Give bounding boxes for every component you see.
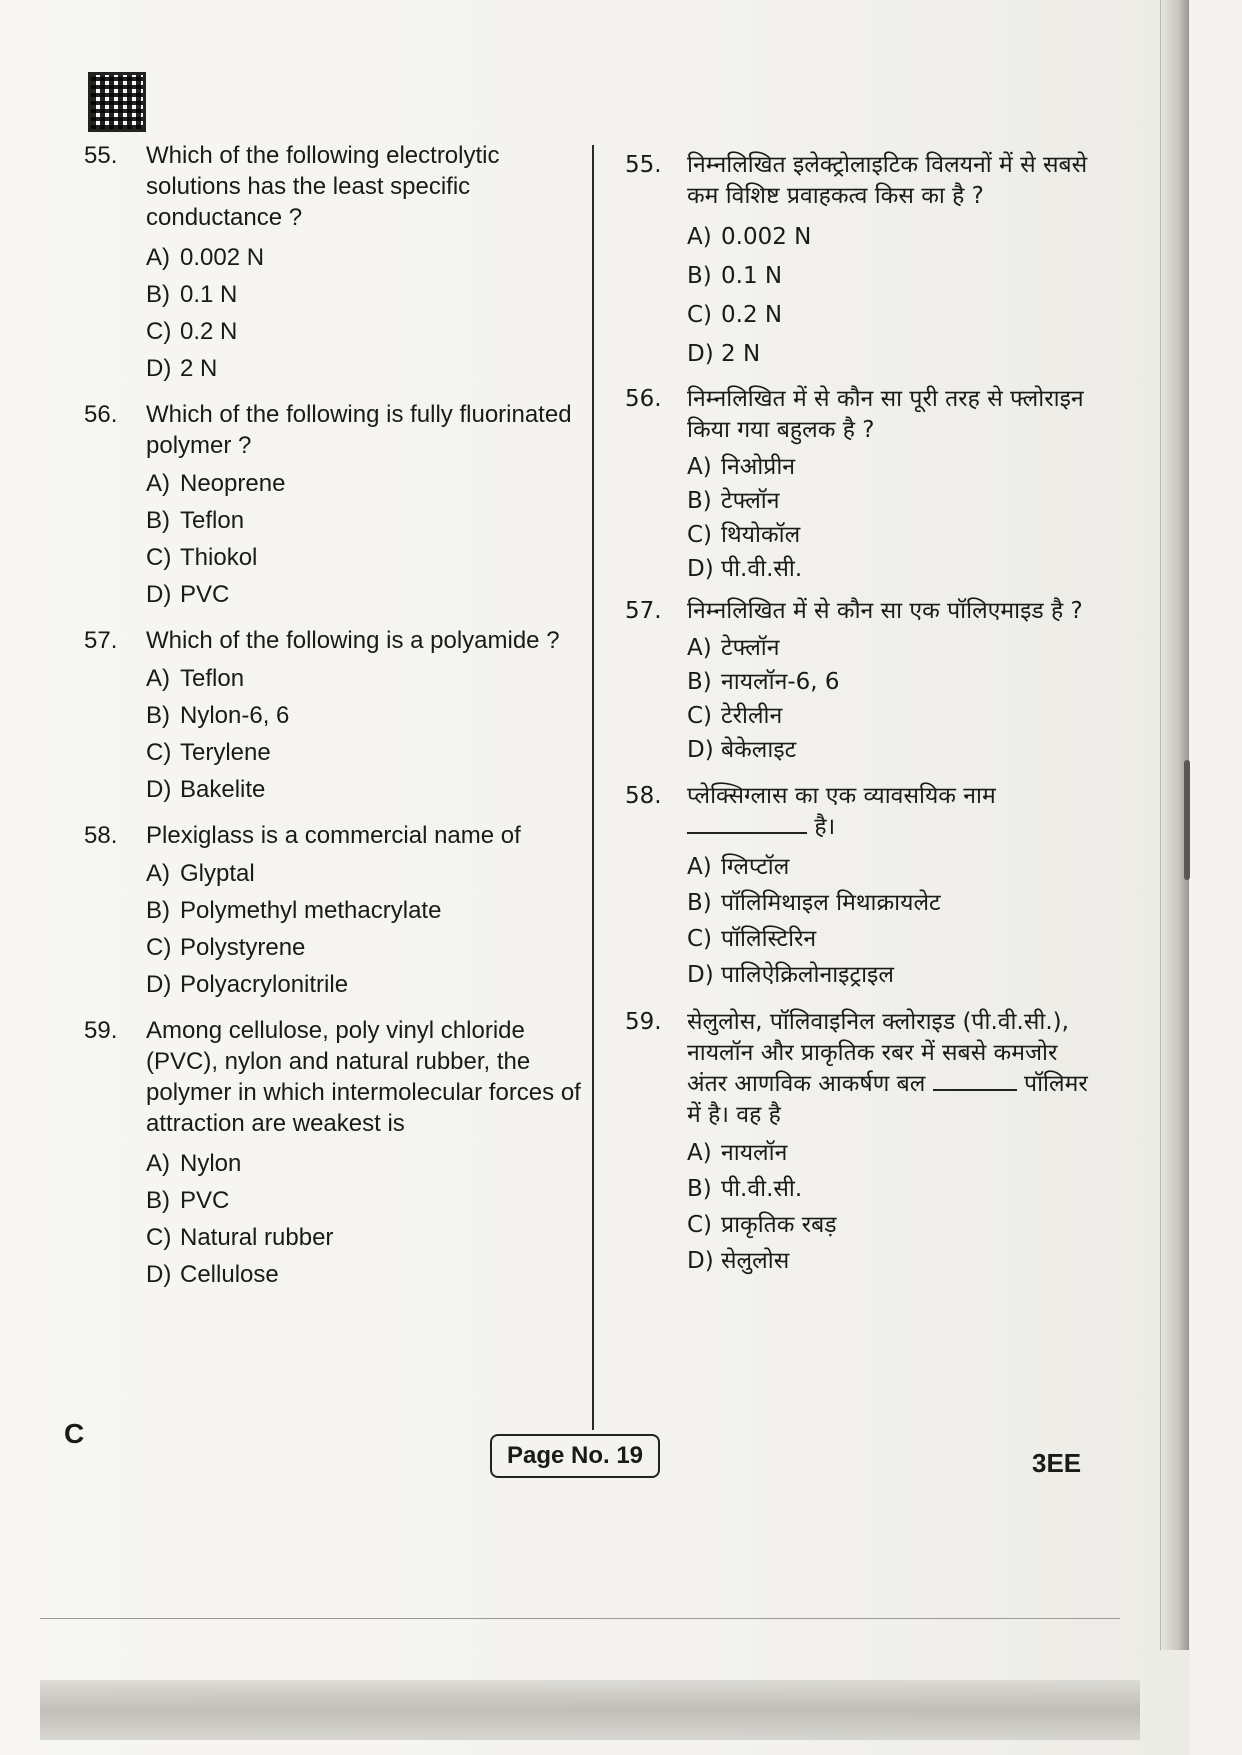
question-number: 57. (84, 627, 118, 654)
page-number-box: Page No. 19 (490, 1434, 660, 1478)
option-c: C) 0.2 N (687, 302, 783, 328)
question-stem: Which of the following is fully fluorinated polymer ? (146, 401, 572, 459)
option-d: D) PVC (146, 581, 230, 608)
option-c: C) थियोकॉल (687, 522, 801, 548)
bottom-shadow (40, 1680, 1140, 1740)
option-d: D) 2 N (146, 355, 218, 382)
option-b: B) Teflon (146, 507, 245, 534)
question-number: 58. (625, 783, 662, 809)
question-number: 56. (84, 401, 118, 428)
option-c: C) पॉलिस्टिरिन (687, 926, 817, 952)
question-stem: निम्नलिखित में से कौन सा पूरी तरह से फ्लोराइन किया गया बहुलक है ? (687, 386, 1084, 443)
question-58-hi (625, 781, 1095, 993)
option-c: C) Terylene (146, 739, 271, 766)
option-a: A) निओप्रीन (687, 454, 796, 480)
option-b: B) 0.1 N (687, 263, 783, 289)
question-number: 56. (625, 386, 662, 412)
option-d: D) बेकेलाइट (687, 737, 797, 763)
option-a: A) Nylon (146, 1150, 242, 1177)
option-a: A) Glyptal (146, 860, 255, 887)
question-stem: Which of the following electrolytic solutions has the least specific conductance ? (146, 142, 500, 231)
question-58-en (84, 820, 584, 1003)
option-c: C) Natural rubber (146, 1224, 334, 1251)
question-number: 59. (84, 1017, 118, 1044)
column-divider (592, 145, 594, 1430)
question-stem: प्लेक्सिग्लास का एक व्यावसयिक नाम है। (687, 783, 996, 840)
question-stem: सेलुलोस, पॉलिवाइनिल क्लोराइड (पी.वी.सी.), नायलॉन और प्राकृतिक रबर में सबसे कमजोर अंतर आणविक आकर्षण बल पॉलिमर में है। वह है (687, 1009, 1088, 1128)
question-55-en (84, 140, 584, 387)
question-number: 55. (84, 142, 118, 169)
qr-code-icon (88, 72, 146, 132)
option-a: A) 0.002 N (687, 224, 812, 250)
fill-blank (933, 1071, 1017, 1091)
question-stem: निम्नलिखित में से कौन सा एक पॉलिएमाइड है ? (687, 598, 1083, 624)
question-stem: Plexiglass is a commercial name of (146, 822, 521, 849)
option-b: B) PVC (146, 1187, 230, 1214)
option-b: B) Nylon-6, 6 (146, 702, 290, 729)
question-55-hi (625, 150, 1095, 374)
option-a: A) 0.002 N (146, 244, 265, 271)
option-a: A) ग्लिप्टॉल (687, 854, 790, 880)
english-column (84, 140, 584, 1293)
option-d: D) पी.वी.सी. (687, 556, 803, 582)
option-d: D) 2 N (687, 341, 761, 367)
question-59-en (84, 1015, 584, 1293)
question-number: 58. (84, 822, 118, 849)
option-a: A) Teflon (146, 665, 245, 692)
option-c: C) Polystyrene (146, 934, 306, 961)
question-number: 59. (625, 1009, 662, 1035)
question-56-en (84, 399, 584, 613)
bottom-rule (40, 1618, 1120, 1619)
option-b: B) Polymethyl methacrylate (146, 897, 442, 924)
option-b: B) पॉलिमिथाइल मिथाक्रायलेट (687, 890, 941, 916)
question-stem: Which of the following is a polyamide ? (146, 627, 560, 654)
option-d: D) Cellulose (146, 1261, 279, 1288)
question-56-hi (625, 384, 1095, 586)
question-57-hi (625, 596, 1095, 767)
option-c: C) 0.2 N (146, 318, 238, 345)
option-c: C) टेरीलीन (687, 703, 783, 729)
option-d: D) सेलुलोस (687, 1248, 790, 1274)
question-59-hi (625, 1007, 1095, 1279)
hindi-column (625, 150, 1095, 1279)
option-a: A) टेफ्लॉन (687, 635, 780, 661)
question-57-en (84, 625, 584, 808)
question-number: 55. (625, 152, 662, 178)
question-stem: निम्नलिखित इलेक्ट्रोलाइटिक विलयनों में से सबसे कम विशिष्ट प्रवाहकत्व किस का है ? (687, 152, 1088, 209)
option-c: C) प्राकृतिक रबड़ (687, 1212, 837, 1238)
option-a: A) Neoprene (146, 470, 286, 497)
question-number: 57. (625, 598, 662, 624)
option-a: A) नायलॉन (687, 1140, 788, 1166)
question-stem: Among cellulose, poly vinyl chloride (PVC), nylon and natural rubber, the polymer in which intermolecular forces of attraction are weakest is (146, 1017, 581, 1137)
option-d: D) Bakelite (146, 776, 266, 803)
option-b: B) 0.1 N (146, 281, 238, 308)
option-b: B) पी.वी.सी. (687, 1176, 803, 1202)
binding-clip (1184, 760, 1190, 880)
booklet-code: 3EE (1032, 1448, 1082, 1478)
option-d: D) Polyacrylonitrile (146, 971, 349, 998)
option-c: C) Thiokol (146, 544, 258, 571)
series-code: C (64, 1418, 85, 1449)
option-b: B) टेफ्लॉन (687, 488, 780, 514)
option-d: D) पालिऐक्रिलोनाइट्राइल (687, 962, 894, 988)
fill-blank (687, 814, 807, 834)
option-b: B) नायलॉन-6, 6 (687, 669, 840, 695)
